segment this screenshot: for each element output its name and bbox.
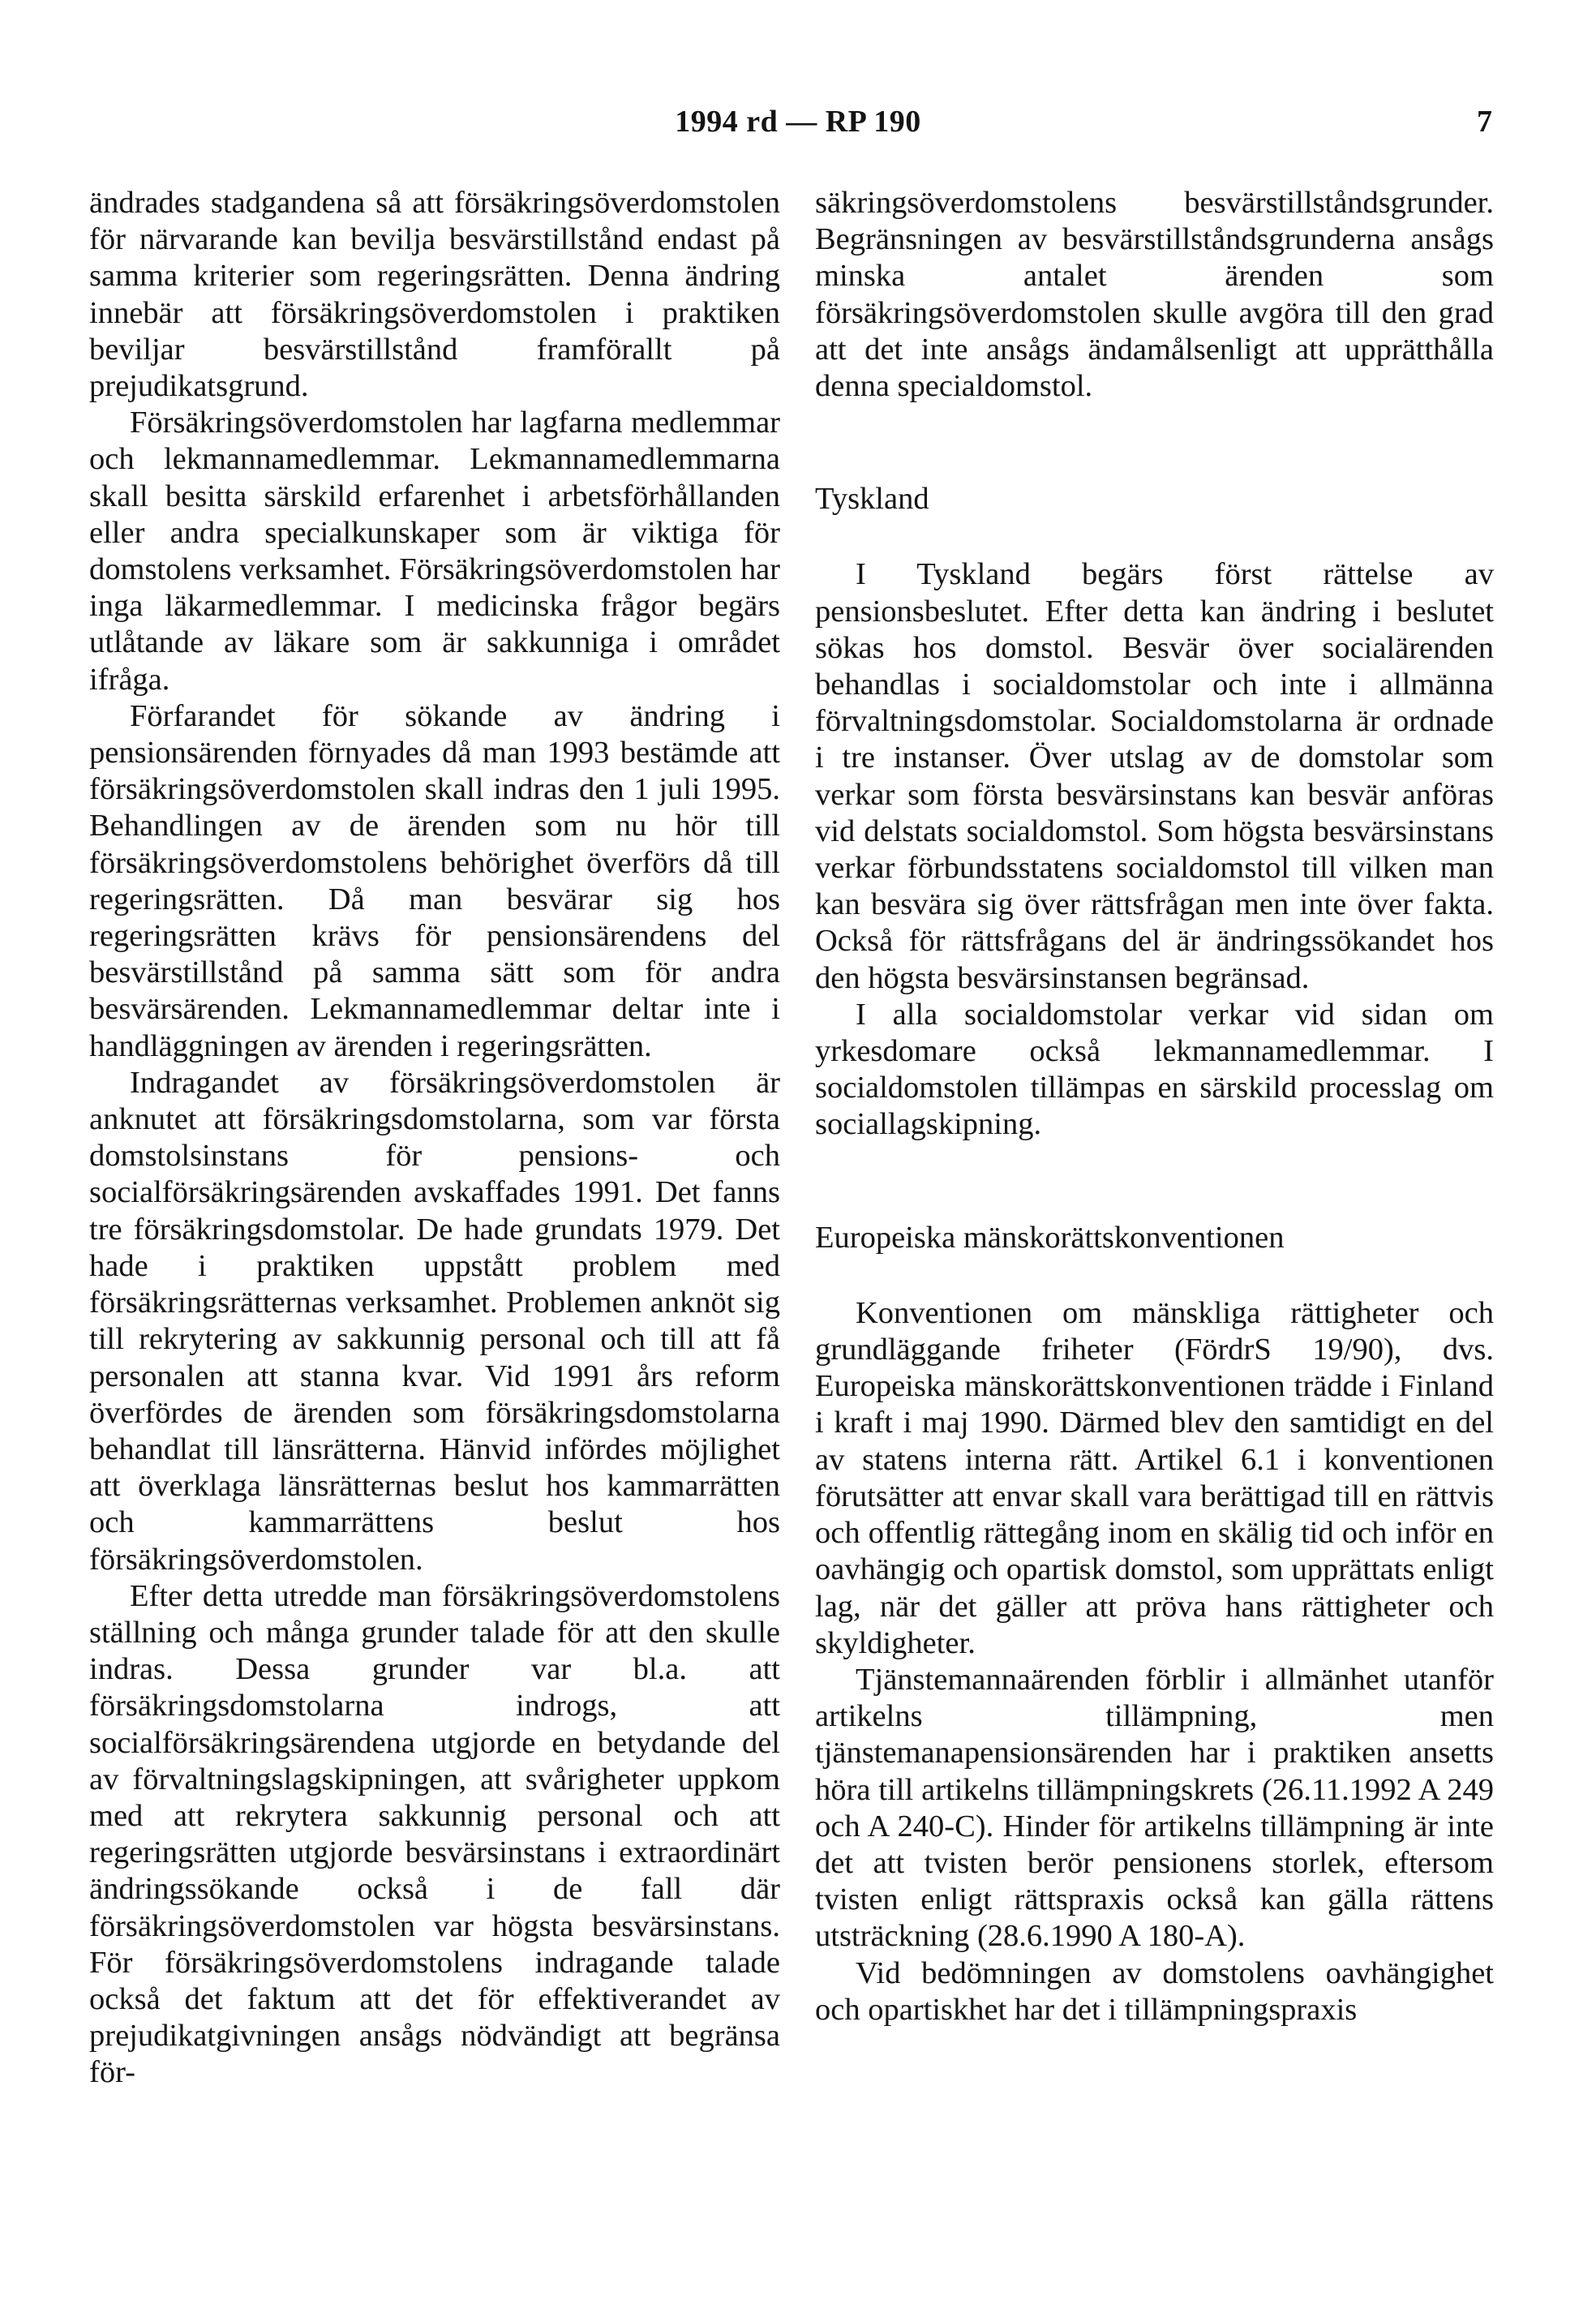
spacer xyxy=(815,517,1494,556)
document-reference: 1994 rd — RP 190 xyxy=(675,105,921,139)
paragraph: Förfarandet för sökande av ändring i pensionsärenden förnyades då man 1993 bestämde att försäkringsöverdomstolen skall indras den 1 juli 1995. Behandlingen av de ärenden som nu hör till försäkringsöverdomstolens behörighet överförs då till regeringsrätten. Då man besvärar sig hos regeringsrätten krävs för pensionsärendens del besvärstillstånd på samma sätt som för andra besvärsärenden. Lekmannamedlemmar deltar inte i handläggningen av ärenden i regeringsrätten. xyxy=(89,698,780,1063)
paragraph: Försäkringsöverdomstolen har lagfarna medlemmar och lekmannamedlemmar. Lekmannamedlemmarna skall besitta särskild erfarenhet i arbetsförhållanden eller andra specialkunskaper som är viktiga för domstolens verksamhet. Försäkringsöverdomstolen har inga läkarmedlemmar. I medicinska frågor begärs utlåtande av läkare som är sakkunniga i området ifråga. xyxy=(89,406,780,697)
paragraph: I alla socialdomstolar verkar vid sidan om yrkesdomare också lekmannamedlemmar. I socialdomstolen tillämpas en särskild processlag om sociallagskipning. xyxy=(815,997,1494,1142)
paragraph: säkringsöverdomstolens besvärstillståndsgrunder. Begränsningen av besvärstillståndsgrunderna ansågs minska antalet ärenden som försäkringsöverdomstolen skulle avgöra till den grad att det inte ansågs ändamålsenligt att upprätthålla denna specialdomstol. xyxy=(815,186,1494,404)
paragraph: Konventionen om mänskliga rättigheter och grundläggande friheter (FördrS 19/90), dvs. Europeiska mänskorättskonventionen trädde i Finland i kraft i maj 1990. Därmed blev den samtidigt en del av statens interna rätt. Artikel 6.1 i konventionen förutsätter att envar skall vara berättigad till en rättvis och offentlig rättegång inom en skälig tid och inför en oavhängig och opartisk domstol, som upprättats enligt lag, när det gäller att pröva hans rättigheter och skyldigheter. xyxy=(815,1295,1494,1660)
section-heading-germany: Tyskland xyxy=(815,482,929,517)
spacer xyxy=(815,1144,1494,1220)
page-header xyxy=(0,104,1596,152)
right-column xyxy=(815,185,1494,2028)
paragraph: I Tyskland begärs först rättelse av pensionsbeslutet. Efter detta kan ändring i beslutet sökas hos domstol. Besvär över socialärenden behandlas i socialdomstolar och inte i allmänna förvaltningsdomstolar. Socialdomstolarna är ordnade i tre instanser. Över utslag av de domstolar som verkar som första besvärsinstans kan besvär anföras vid delstats socialdomstol. Som högsta besvärsinstans verkar förbundsstatens socialdomstol till vilken man kan besvära sig över rättsfrågan men inte över fakta. Också för rättsfrågans del är ändringssökandet hos den högsta besvärsinstansen begränsad. xyxy=(815,557,1494,995)
left-column xyxy=(89,185,780,2092)
paragraph: ändrades stadgandena så att försäkringsöverdomstolen för närvarande kan bevilja besvärstillstånd endast på samma kriterier som regeringsrätten. Denna ändring innebär att försäkringsöverdomstolen i praktiken beviljar besvärstillstånd framförallt på prejudikatsgrund. xyxy=(89,186,780,404)
paragraph: Indragandet av försäkringsöverdomstolen är anknutet att försäkringsdomstolarna, som var första domstolsinstans för pensions- och socialförsäkringsärenden avskaffades 1991. Det fanns tre försäkringsdomstolar. De hade grundats 1979. Det hade i praktiken uppstått problem med försäkringsrätternas verksamhet. Problemen anknöt sig till rekrytering av sakkunnig personal och till att få personalen att stanna kvar. Vid 1991 års reform överfördes de ärenden som försäkringsdomstolarna behandlat till länsrätterna. Hänvid infördes möjlighet att överklaga länsrätternas beslut hos kammarrätten och kammarrättens beslut hos försäkringsöverdomstolen. xyxy=(89,1065,780,1577)
paragraph: Vid bedömningen av domstolens oavhängighet och opartiskhet har det i tillämpningspraxis xyxy=(815,1955,1494,2027)
paragraph: Tjänstemannaärenden förblir i allmänhet utanför artikelns tillämpning, men tjänstemanapensionsärenden har i praktiken ansetts höra till artikelns tillämpningskrets (26.11.1992 A 249 och A 240-C). Hinder för artikelns tillämpning är inte det att tvisten berör pensionens storlek, eftersom tvisten enligt rättspraxis också kan gälla rättens utsträckning (28.6.1990 A 180-A). xyxy=(815,1662,1494,1954)
section-heading-echr: Europeiska mänskorättskonventionen xyxy=(815,1220,1285,1255)
spacer xyxy=(815,1256,1494,1295)
page-number: 7 xyxy=(1477,105,1492,139)
spacer xyxy=(815,405,1494,481)
paragraph: Efter detta utredde man försäkringsöverdomstolens ställning och många grunder talade för att den skulle indras. Dessa grunder var bl.a. att försäkringsdomstolarna indrogs, att socialförsäkringsärendena utgjorde en betydande del av förvaltningslagskipningen, att svårigheter uppkom med att rekrytera sakkunnig personal och att regeringsrätten utgjorde besvärsinstans i extraordinärt ändringssökande också i de fall där försäkringsöverdomstolen var högsta besvärsinstans. För försäkringsöverdomstolens indragande talade också det faktum att det för effektiverandet av prejudikatgivningen ansågs nödvändigt att begränsa för- xyxy=(89,1578,780,2090)
